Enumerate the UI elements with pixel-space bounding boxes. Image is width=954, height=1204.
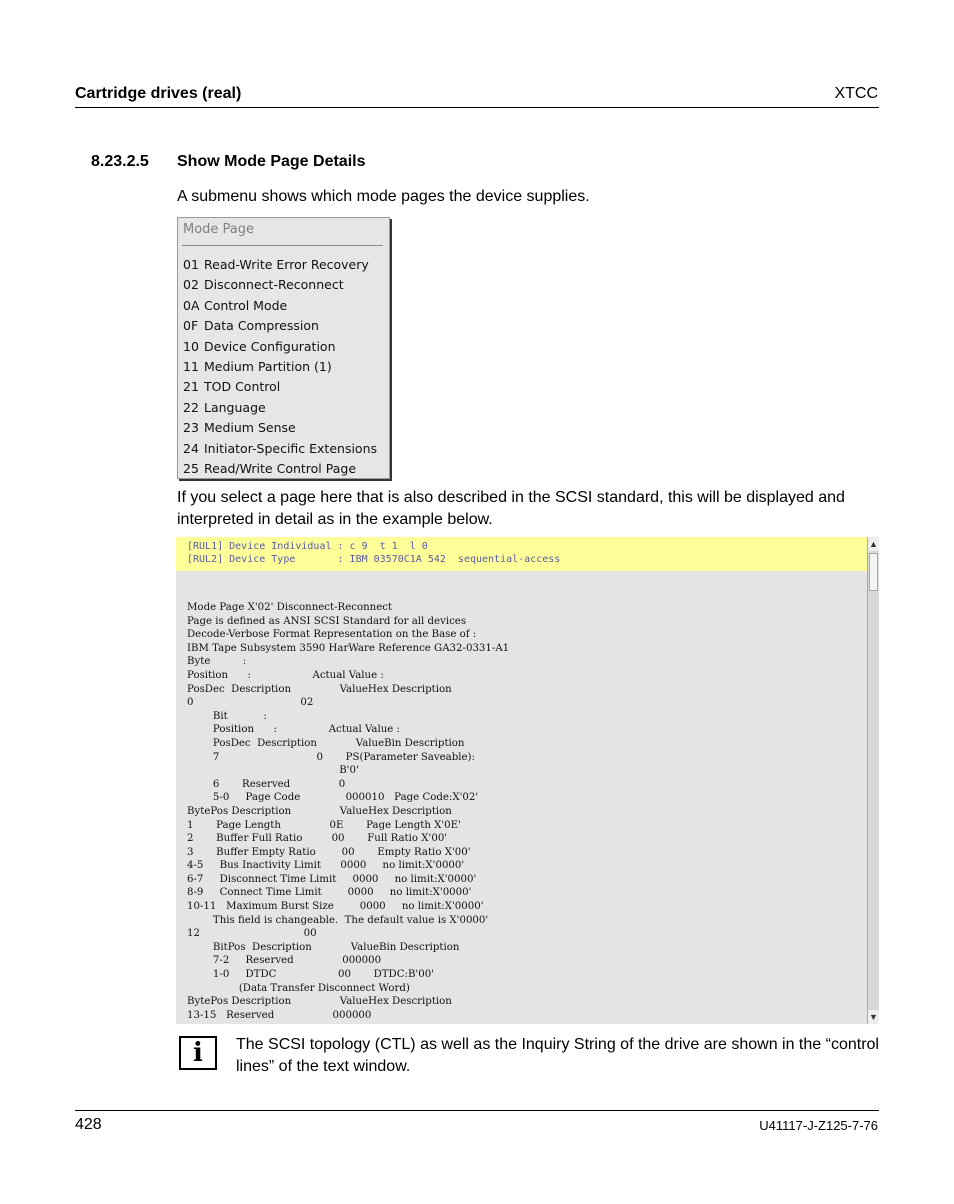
menu-item-25[interactable] <box>183 459 377 479</box>
text-line: 1 Page Length 0E Page Length X'0E' <box>187 819 461 831</box>
text-line: 2 Buffer Full Ratio 00 Full Ratio X'00' <box>187 833 448 845</box>
menu-item-label: Initiator-Specific Extensions <box>204 440 378 456</box>
menu-item-label: Read/Write Control Page <box>204 460 357 476</box>
text-line: BitPos Description ValueBin Description <box>187 941 460 953</box>
menu-item-01[interactable] <box>183 255 377 275</box>
menu-item-0a[interactable] <box>183 296 377 316</box>
menu-item-label: Disconnect-Reconnect <box>204 277 344 293</box>
menu-item-label: Language <box>204 399 266 415</box>
scroll-down-arrow-icon[interactable]: ▼ <box>869 1012 878 1022</box>
vertical-scrollbar[interactable] <box>867 537 879 1024</box>
text-window <box>176 537 879 1024</box>
menu-item-code: 02 <box>183 277 199 293</box>
menu-item-code: 0A <box>183 297 200 313</box>
mode-page-detail-text <box>187 601 509 1022</box>
menu-item-code: 10 <box>183 338 199 354</box>
menu-item-11[interactable] <box>183 357 377 377</box>
section-title: Show Mode Page Details <box>177 153 366 170</box>
control-line-1: [RUL1] Device Individual : c 9 t 1 l 0 <box>187 541 428 552</box>
document-id: U41117-J-Z125-7-76 <box>759 1118 878 1133</box>
text-line: 6-7 Disconnect Time Limit 0000 no limit:X'0000' <box>187 873 477 885</box>
text-line: Decode-Verbose Format Representation on the Base of : <box>187 629 477 641</box>
text-line: 7 0 PS(Parameter Saveable): <box>187 751 475 763</box>
running-header-title: Cartridge drives (real) <box>75 85 242 102</box>
control-lines <box>176 537 868 571</box>
text-line: Position : Actual Value : <box>187 669 384 681</box>
text-line: B'0' <box>187 765 359 777</box>
text-line: IBM Tape Subsystem 3590 HarWare Reference GA32-0331-A1 <box>187 642 510 654</box>
menu-item-code: 24 <box>183 440 199 456</box>
menu-item-label: Medium Sense <box>204 420 296 436</box>
text-line: 6 Reserved 0 <box>187 778 346 790</box>
text-line: 3 Buffer Empty Ratio 00 Empty Ratio X'00' <box>187 846 471 858</box>
info-note: The SCSI topology (CTL) as well as the Inquiry String of the drive are shown in the “control lines” of the text window. <box>236 1036 879 1075</box>
text-line: 7-2 Reserved 000000 <box>187 955 382 967</box>
text-line: 4-5 Bus Inactivity Limit 0000 no limit:X'0000' <box>187 860 465 872</box>
text-line: This field is changeable. The default value is X'0000' <box>187 914 489 926</box>
menu-separator <box>182 245 383 246</box>
text-line: Bit : <box>187 710 267 722</box>
scroll-up-arrow-icon[interactable]: ▲ <box>869 539 878 549</box>
text-line: 5-0 Page Code 000010 Page Code:X'02' <box>187 792 479 804</box>
menu-item-label: TOD Control <box>204 379 281 395</box>
menu-item-code: 11 <box>183 358 199 374</box>
text-line: Mode Page X'02' Disconnect-Reconnect <box>187 602 393 613</box>
text-line: PosDec Description ValueBin Description <box>187 737 465 749</box>
menu-item-code: 21 <box>183 379 199 395</box>
menu-item-02[interactable] <box>183 275 377 295</box>
menu-item-23[interactable] <box>183 418 377 438</box>
menu-item-24[interactable] <box>183 439 377 459</box>
menu-item-label: Data Compression <box>204 318 319 334</box>
mode-page-menu-title: Mode Page <box>183 222 255 237</box>
menu-item-10[interactable] <box>183 337 377 357</box>
mode-page-menu <box>177 217 390 479</box>
menu-item-code: 22 <box>183 399 199 415</box>
control-line-2: [RUL2] Device Type : IBM 03570C1A 542 sequential-access <box>187 554 561 565</box>
menu-item-code: 01 <box>183 257 199 272</box>
text-line: PosDec Description ValueHex Description <box>187 683 452 695</box>
text-line: 12 00 <box>187 928 317 940</box>
menu-item-code: 23 <box>183 420 199 436</box>
text-line: Byte : <box>187 656 247 668</box>
intro-paragraph: A submenu shows which mode pages the device supplies. <box>177 188 590 205</box>
menu-item-21[interactable] <box>183 377 377 397</box>
menu-item-code: 0F <box>183 318 199 334</box>
text-line: 8-9 Connect Time Limit 0000 no limit:X'0000' <box>187 887 472 899</box>
menu-item-22[interactable] <box>183 398 377 418</box>
menu-item-label: Read-Write Error Recovery <box>204 257 369 272</box>
menu-item-label: Medium Partition (1) <box>204 358 332 374</box>
info-icon: i <box>179 1036 217 1070</box>
text-line: 10-11 Maximum Burst Size 0000 no limit:X'0000' <box>187 901 484 913</box>
text-line: 13-15 Reserved 000000 <box>187 1009 372 1021</box>
text-line: BytePos Description ValueHex Description <box>187 996 452 1008</box>
explanation-paragraph: If you select a page here that is also described in the SCSI standard, this will be displayed and interpreted in detail as in the example below. <box>177 489 845 528</box>
text-line: 1-0 DTDC 00 DTDC:B'00' <box>187 969 434 981</box>
text-line: Page is defined as ANSI SCSI Standard for all devices <box>187 615 467 627</box>
menu-item-label: Control Mode <box>204 297 288 313</box>
running-header-product: XTCC <box>834 85 878 102</box>
text-line: (Data Transfer Disconnect Word) <box>187 982 410 994</box>
menu-item-code: 25 <box>183 460 199 476</box>
header-rule <box>75 107 879 108</box>
text-line: 0 02 <box>187 697 314 709</box>
text-line: BytePos Description ValueHex Description <box>187 805 452 817</box>
menu-item-0f[interactable] <box>183 316 377 336</box>
scrollbar-thumb[interactable] <box>869 553 878 591</box>
page-number: 428 <box>75 1116 102 1133</box>
footer-rule <box>75 1110 879 1111</box>
section-number: 8.23.2.5 <box>91 153 149 170</box>
mode-page-list <box>183 255 377 479</box>
menu-item-label: Device Configuration <box>204 338 336 354</box>
text-line: Position : Actual Value : <box>187 724 400 736</box>
